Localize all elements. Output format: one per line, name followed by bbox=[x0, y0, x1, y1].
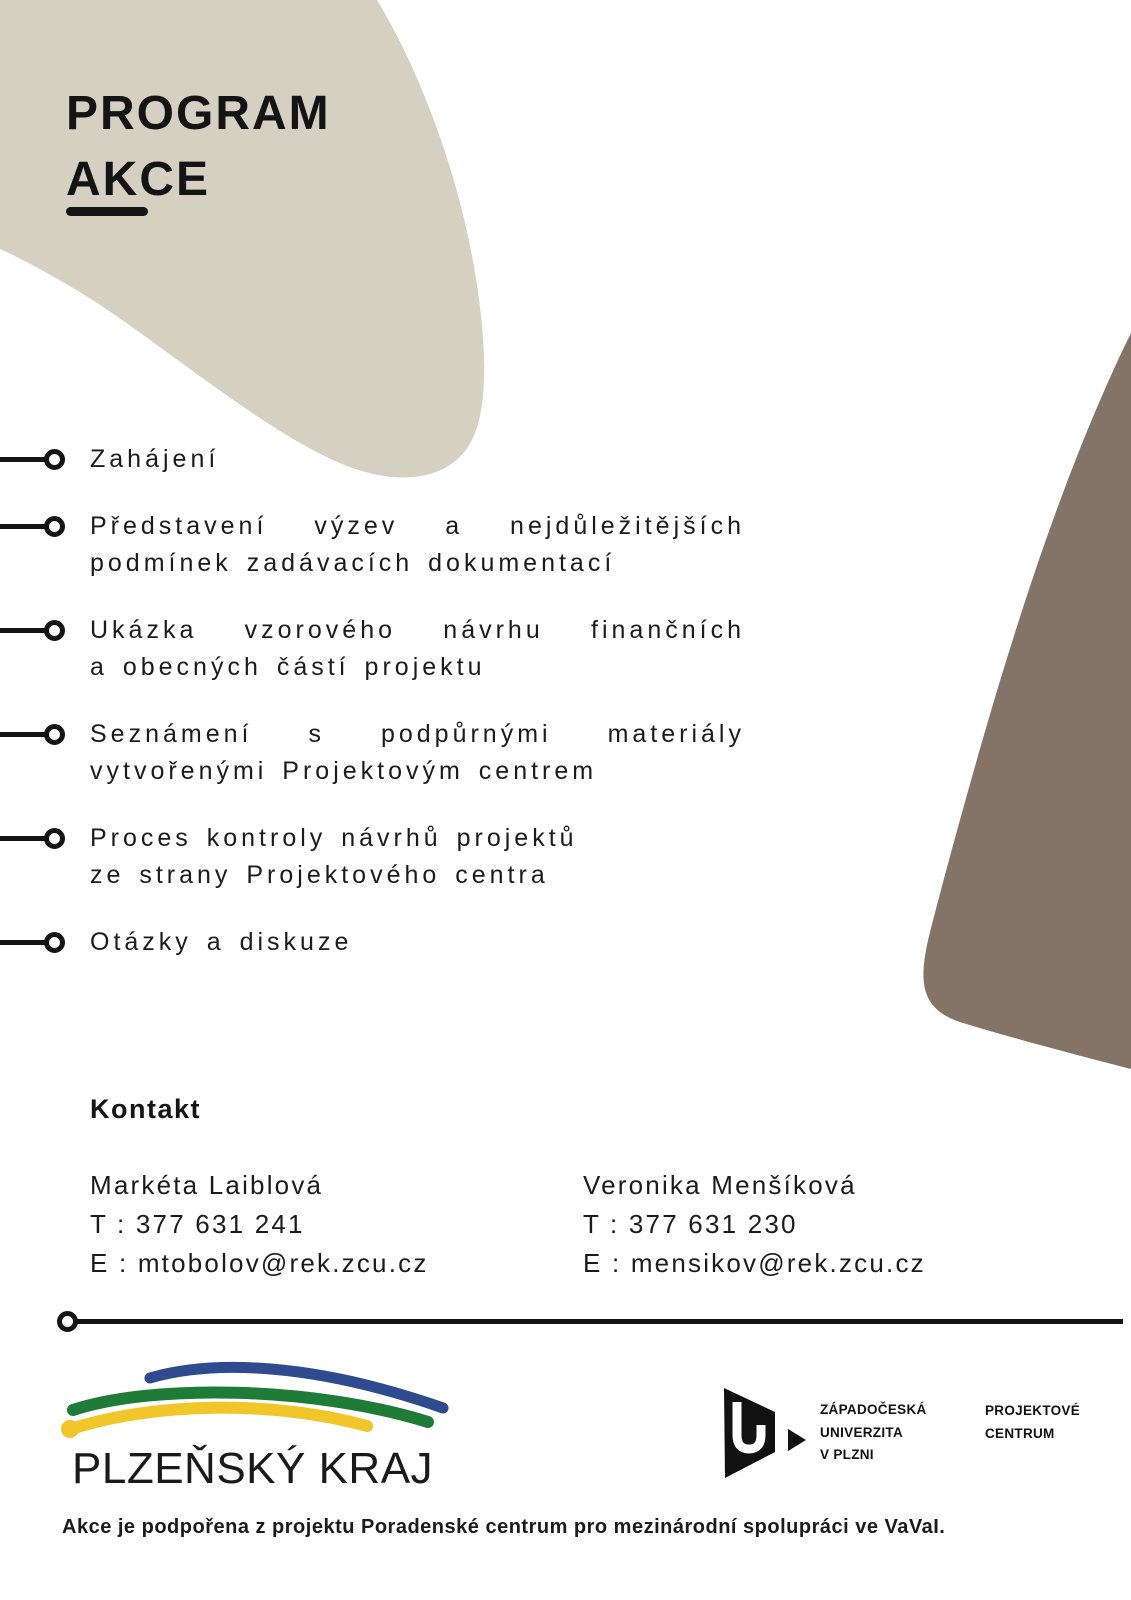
support-note: Akce je podpořena z projektu Poradenské centrum pro mezinárodní spolupráci ve VaVaI. bbox=[62, 1516, 946, 1538]
bullet-line bbox=[0, 524, 46, 529]
agenda-item bbox=[0, 820, 770, 894]
contact-card bbox=[583, 1166, 926, 1283]
agenda-line: vytvořenými Projektovým centrem bbox=[90, 757, 598, 785]
title-line-2: AKCE bbox=[66, 153, 211, 207]
contact-card bbox=[90, 1166, 429, 1283]
agenda-item bbox=[0, 924, 770, 961]
bullet-ring-icon bbox=[44, 724, 65, 745]
agenda-item bbox=[0, 441, 770, 478]
contact-name: Veronika Menšíková bbox=[583, 1170, 857, 1200]
agenda-list bbox=[0, 441, 770, 991]
divider-ring-icon bbox=[57, 1311, 78, 1332]
brown-blob bbox=[923, 333, 1131, 1069]
contact-heading: Kontakt bbox=[90, 1094, 201, 1124]
plzensky-kraj-logo-arcs bbox=[52, 1338, 452, 1450]
agenda-line: ze strany Projektového centra bbox=[90, 861, 549, 889]
title-line-1: PROGRAM bbox=[66, 87, 331, 141]
agenda-line: Otázky a diskuze bbox=[90, 928, 353, 956]
agenda-item bbox=[0, 508, 770, 582]
bullet-ring-icon bbox=[44, 828, 65, 849]
agenda-line: Seznámení s podpůrnými materiály bbox=[90, 720, 745, 748]
university-name bbox=[820, 1399, 927, 1467]
bullet-line bbox=[0, 836, 46, 841]
agenda-item bbox=[0, 612, 770, 686]
center-name-line: CENTRUM bbox=[985, 1425, 1055, 1441]
agenda-line: a obecných částí projektu bbox=[90, 653, 486, 681]
contact-email: E : mensikov@rek.zcu.cz bbox=[583, 1248, 926, 1278]
agenda-line: podmínek zadávacích dokumentací bbox=[90, 549, 616, 577]
bullet-line bbox=[0, 940, 46, 945]
plzensky-kraj-logo-text: PLZEŇSKÝ KRAJ bbox=[72, 1444, 434, 1493]
center-name bbox=[985, 1400, 1080, 1445]
bullet-line bbox=[0, 628, 46, 633]
contact-phone: T : 377 631 241 bbox=[90, 1209, 305, 1239]
beige-blob bbox=[0, 0, 484, 477]
title-underline bbox=[66, 207, 148, 216]
agenda-line: Proces kontroly návrhů projektů bbox=[90, 824, 578, 852]
agenda-line: Představení výzev a nejdůležitějších bbox=[90, 512, 745, 540]
page-title bbox=[66, 81, 331, 213]
zcu-pennant-icon bbox=[724, 1388, 775, 1478]
agenda-line: Ukázka vzorového návrhu finančních bbox=[90, 616, 745, 644]
contact-email: E : mtobolov@rek.zcu.cz bbox=[90, 1248, 429, 1278]
university-name-line: UNIVERZITA bbox=[820, 1424, 903, 1440]
zcu-triangle-icon bbox=[788, 1429, 806, 1451]
center-name-line: PROJEKTOVÉ bbox=[985, 1403, 1081, 1418]
contact-name: Markéta Laiblová bbox=[90, 1170, 324, 1200]
zcu-logo-mark bbox=[722, 1385, 812, 1485]
bullet-ring-icon bbox=[44, 449, 65, 470]
bullet-ring-icon bbox=[44, 932, 65, 953]
agenda-item bbox=[0, 716, 770, 790]
logo-arc-yellow bbox=[68, 1408, 367, 1430]
bullet-ring-icon bbox=[44, 620, 65, 641]
university-name-line: V PLZNI bbox=[820, 1447, 874, 1462]
bullet-line bbox=[0, 732, 46, 737]
university-name-line: ZÁPADOČESKÁ bbox=[820, 1402, 927, 1417]
bullet-ring-icon bbox=[44, 516, 65, 537]
logo-arc-yellow-tip bbox=[61, 1420, 79, 1438]
divider-line bbox=[76, 1319, 1123, 1324]
contact-phone: T : 377 631 230 bbox=[583, 1209, 798, 1239]
bullet-line bbox=[0, 457, 46, 462]
agenda-line: Zahájení bbox=[90, 445, 220, 473]
